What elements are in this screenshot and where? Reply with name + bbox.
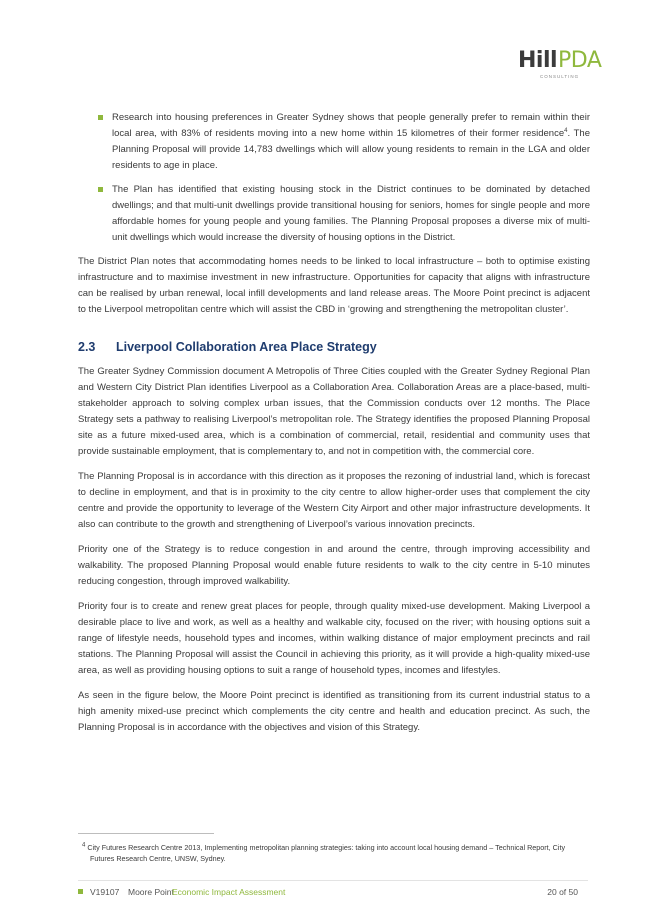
bullet-square-icon	[98, 115, 103, 120]
bullet-text: Research into housing preferences in Greater Sydney shows that people generally prefer to remain within their local area, with 83% of residents moving into a new home within 15 kilometres of their former residence	[112, 112, 590, 139]
paragraph: The Planning Proposal is in accordance with this direction as it proposes the rezoning of industrial land, which is forecast to decline in employment, and that is in proximity to the city centre to allow higher-order uses that complement the city centre and provide the opportunity to leverage of the Western City Airport and other major infrastructure developments. It also can contribute to the growth and strengthening of Liverpool’s various innovation precincts.	[78, 471, 590, 530]
logo-pda-text: PDA	[558, 48, 602, 73]
section-heading	[78, 340, 590, 354]
footer-divider	[78, 880, 588, 881]
footer-document-title: Economic Impact Assessment	[172, 887, 286, 897]
page-footer	[78, 887, 588, 899]
section-number: 2.3	[78, 340, 96, 354]
bullet-square-icon	[98, 187, 103, 192]
footer-project-name: Moore Point	[128, 887, 174, 897]
paragraph: The Greater Sydney Commission document A Metropolis of Three Cities coupled with the Greater Sydney Regional Plan and Western City District Plan identifies Liverpool as a Collaboration Area. Collaboration Areas are a place-based, multi-stakeholder approach to solving complex urban issues, that the Commission conducts over 12 months. The Place Strategy sets a pathway to realising Liverpool’s metropolitan role. The Strategy identifies the proposed Planning Proposal site as a future mixed-used area, which is a combination of commercial, retail, residential and community uses that provide sustainable employment, that is complementary to, and not in competition with, the commercial core.	[78, 366, 590, 457]
bullet-text-continued: . The Planning Proposal will provide 14,783 dwellings which will allow young residents to remain in the LGA and older residents to age in place.	[112, 128, 590, 171]
paragraph: As seen in the figure below, the Moore Point precinct is identified as transitioning from its current industrial status to a high amenity mixed-use precinct which complements the city centre and health and education precinct. As such, the Planning Proposal is in accordance with the objectives and vision of this Strategy.	[78, 690, 590, 733]
footnote-text	[78, 842, 588, 864]
bullet-text: The Plan has identified that existing housing stock in the District continues to be dominated by detached dwellings; and that multi-unit dwellings provide transitional housing for seniors, homes for single people and more affordable homes for young people and young families. The Planning Proposal proposes a diverse mix of multi-unit dwellings which would increase the diversity of housing options in the District.	[112, 184, 590, 243]
footer-square-icon	[78, 889, 83, 894]
footer-page-number: 20 of 50	[547, 887, 578, 897]
footnote-marker: 4	[82, 842, 86, 849]
bullet-item	[78, 110, 590, 174]
footnote	[78, 842, 588, 864]
logo-hill-text: Hill	[518, 48, 558, 73]
paragraph-district-plan: The District Plan notes that accommodating homes needs to be linked to local infrastructure – both to optimise existing infrastructure and to maximise investment in new infrastructure. Opportunities for capacity that aligns with infrastructure can be realised by urban renewal, local infill developments and land release areas. The Moore Point precinct is adjacent to the Liverpool metropolitan centre which will assist the CBD in ‘growing and strengthening the metropolitan cluster’.	[78, 256, 590, 315]
bullet-item	[78, 182, 590, 246]
footnote-body: City Futures Research Centre 2013, Implementing metropolitan planning strategies: taking into account local housing demand – Technical Report, City Futures Research Centre, UNSW, Sydney.	[87, 843, 566, 863]
section-title: Liverpool Collaboration Area Place Strategy	[116, 340, 377, 354]
paragraph: Priority one of the Strategy is to reduce congestion in and around the centre, through improving accessibility and walkability. The proposed Planning Proposal would enable future residents to walk to the city centre in 5-10 minutes reducing congestion, through improved walkability.	[78, 544, 590, 587]
footnote-reference: 4	[564, 127, 568, 134]
page-body	[78, 110, 590, 745]
paragraph: Priority four is to create and renew great places for people, through quality mixed-use development. Making Liverpool a desirable place to live and work, as well as a healthy and walkable city, focused on the river; with housing options suit a range of lifestyle needs, household types and incomes, within walking distance of major employment precincts and rail stations. The Planning Proposal will assist the Council in achieving this priority, as it will provide a high-quality mixed-use area, as well as providing housing options to suit a range of household types, incomes and lifestyles.	[78, 601, 590, 676]
footer-project-code: V19107	[90, 887, 120, 897]
footnote-divider	[78, 833, 214, 834]
hillpda-logo	[518, 48, 608, 84]
logo-subtitle: CONSULTING	[540, 74, 580, 79]
bullet-list	[78, 110, 590, 246]
